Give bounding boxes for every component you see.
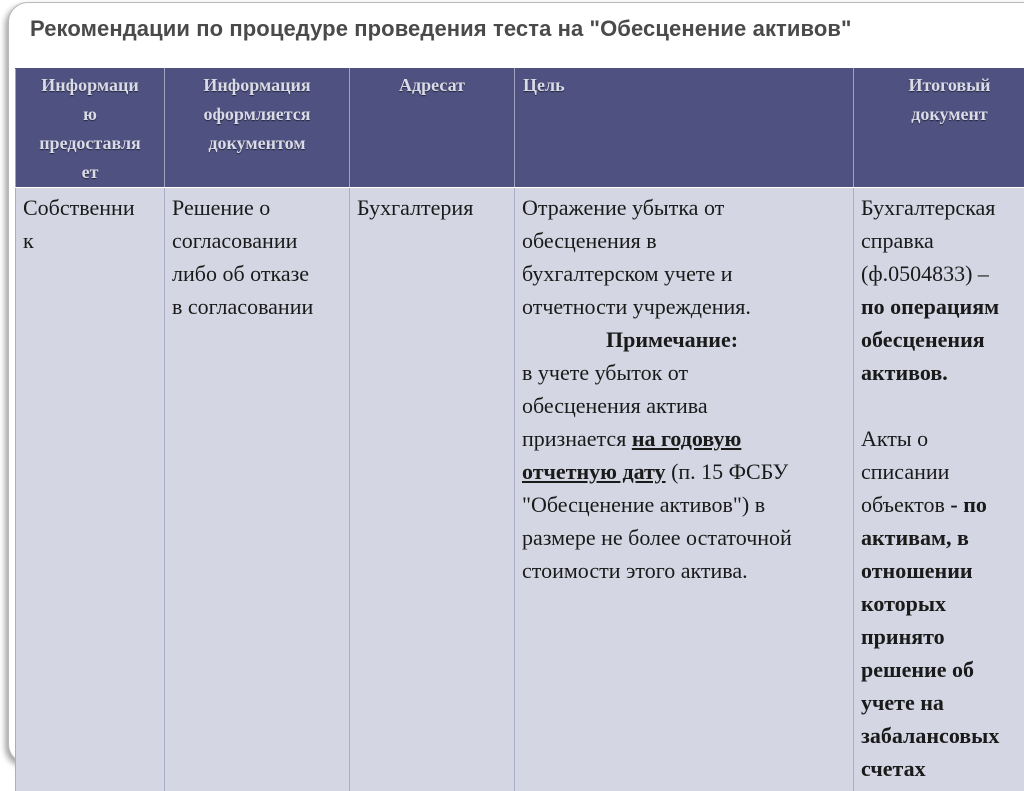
header-result: [854, 69, 1024, 188]
cell-bold-line: счетах: [861, 756, 926, 781]
cell-result: [854, 188, 1024, 791]
cell-text-line: Собственни: [23, 195, 135, 220]
cell-addressee: [350, 188, 515, 791]
cell-text-line: признается: [522, 426, 632, 451]
cell-text-line: "Обесценение активов") в: [522, 492, 765, 517]
cell-text-line: Бухгалтерская: [861, 195, 995, 220]
table-row: [16, 188, 1024, 791]
cell-text-line: списании: [861, 459, 949, 484]
cell-text-line: Бухгалтерия: [357, 195, 473, 220]
cell-text-line: Отражение убытка от: [522, 195, 724, 220]
cell-text-line: обесценения в: [522, 228, 657, 253]
cell-text-line: (п. 15 ФСБУ: [666, 459, 789, 484]
cell-text-line: к: [23, 228, 34, 253]
cell-text-line: Решение о: [172, 195, 270, 220]
cell-bold-line: решение об: [861, 657, 974, 682]
table-header-row: [16, 69, 1024, 188]
cell-bold-line: которых: [861, 591, 946, 616]
header-addressee: [350, 69, 515, 188]
header-document: [165, 69, 350, 188]
header-provider-line: ю: [83, 104, 97, 124]
cell-bold-line: принято: [861, 624, 945, 649]
cell-text-line: отчетности учреждения.: [522, 294, 751, 319]
cell-text-line: стоимости этого актива.: [522, 558, 748, 583]
cell-provider: [16, 188, 165, 791]
cell-bold-line: учете на: [861, 690, 944, 715]
header-goal-label: Цель: [523, 75, 565, 95]
cell-text-line: Акты о: [861, 426, 928, 451]
note-label: Примечание:: [522, 323, 847, 356]
header-document-line: Информация: [203, 75, 310, 95]
cell-bold-line: активам, в: [861, 525, 969, 550]
cell-bold-line: отношении: [861, 558, 973, 583]
emphasis-reporting-date: отчетную дату: [522, 459, 666, 484]
cell-bold-line: - по: [950, 492, 987, 517]
header-provider-line: ет: [82, 162, 99, 182]
header-document-line: оформляется: [203, 104, 310, 124]
emphasis-annual-date: на годовую: [632, 426, 742, 451]
recommendations-table: [15, 68, 1024, 791]
header-addressee-label: Адресат: [399, 75, 465, 95]
cell-text-line: бухгалтерском учете и: [522, 261, 733, 286]
header-provider: [16, 69, 165, 188]
cell-text-line: справка: [861, 228, 934, 253]
cell-bold-line: по операциям: [861, 294, 999, 319]
cell-goal: [515, 188, 854, 791]
cell-text-line: в согласовании: [172, 294, 313, 319]
cell-text-line: размере не более остаточной: [522, 525, 792, 550]
cell-text-line: либо об отказе: [172, 261, 309, 286]
cell-text-line: обесценения актива: [522, 393, 708, 418]
cell-bold-line: обесценения: [861, 327, 985, 352]
slide-title: Рекомендации по процедуре проведения теста на "Обесценение активов": [30, 16, 852, 42]
header-provider-line: Информаци: [41, 75, 138, 95]
cell-text-line: в учете убыток от: [522, 360, 688, 385]
line-spacer: [861, 389, 1024, 422]
header-goal: [515, 69, 854, 188]
cell-text-line: объектов: [861, 492, 950, 517]
cell-document: [165, 188, 350, 791]
cell-text-line: (ф.0504833) –: [861, 261, 989, 286]
cell-text-line: согласовании: [172, 228, 297, 253]
header-provider-line: предоставля: [39, 133, 141, 153]
header-result-line: Итоговый: [908, 75, 990, 95]
header-result-line: документ: [911, 104, 987, 124]
header-document-line: документом: [208, 133, 305, 153]
cell-bold-line: активов.: [861, 360, 948, 385]
cell-bold-line: забалансовых: [861, 723, 999, 748]
